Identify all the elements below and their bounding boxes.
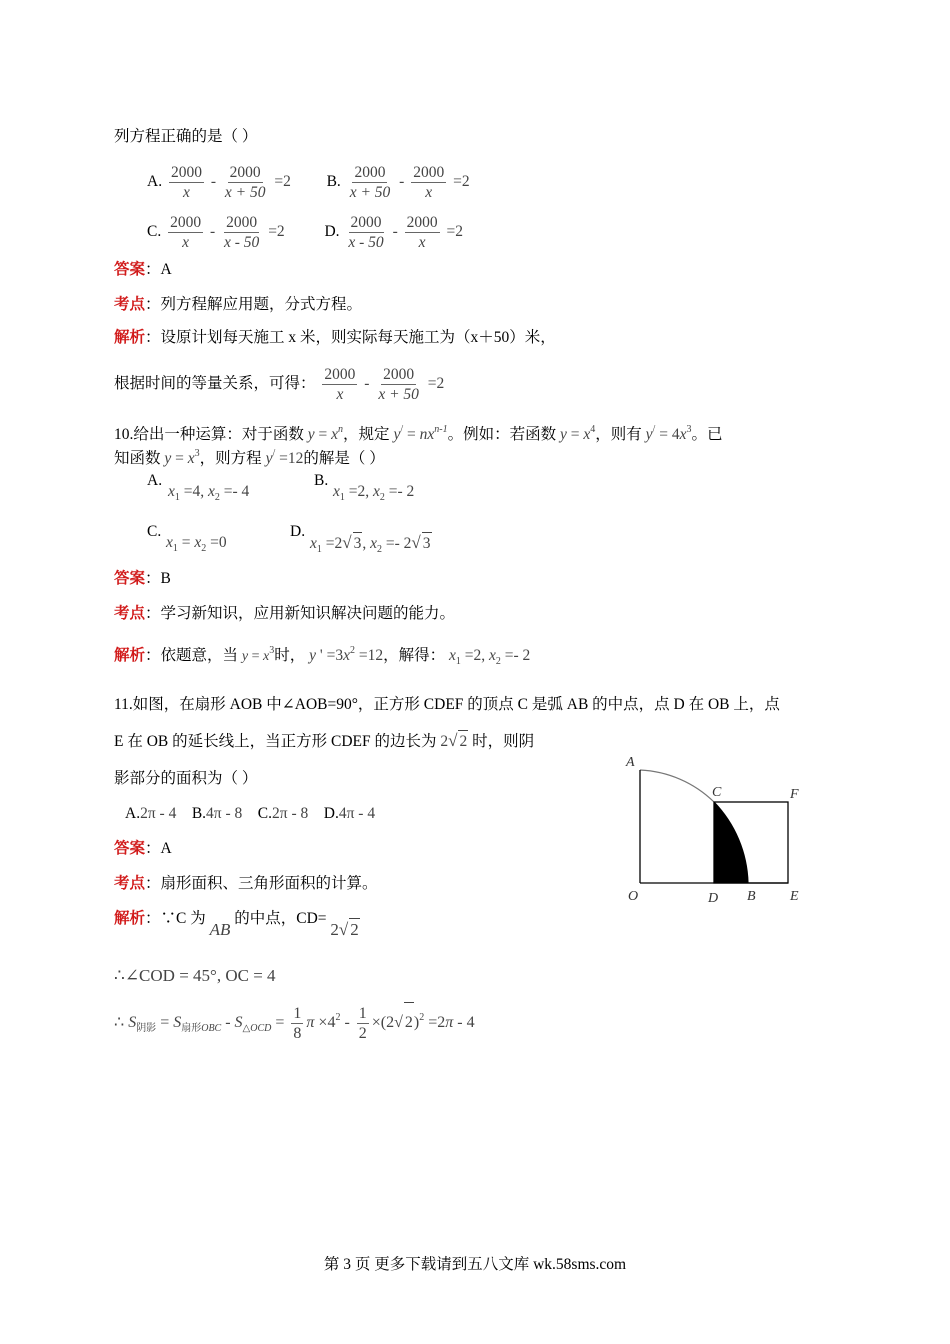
q11-keypoint: 考点：扇形面积、三角形面积的计算。 [114, 875, 378, 892]
q10-option-a-value: $x_1 =4$, $x_2 =- 4$ [168, 483, 250, 503]
q10-option-a: A. [147, 472, 163, 489]
page-footer: 第 3 页 更多下载请到五八文库 wk.58sms.com [323, 1256, 627, 1273]
q11-answer: 答案：A [114, 840, 172, 857]
q10-option-b: B. [314, 472, 329, 489]
q10-option-b-value: $x_1 =2$, $x_2 =- 2$ [333, 483, 415, 503]
label-f: F [790, 787, 799, 802]
q9-intro: 列方程正确的是（ ） [114, 128, 258, 145]
q11-options: A.2π - 4 B.4π - 8 C.2π - 8 D.4π - 4 [125, 805, 376, 822]
label-b: B [747, 889, 756, 904]
q10-line1: 10.给出一种运算：对于函数 $y = x^n$，规定 $y^/ = nx^{n-1}$。例如：若函数 $y = x^4$，则有 $y^/ = 4x^3$。已 [114, 424, 723, 443]
option-a-label: A. [147, 173, 163, 190]
q11-analysis: 解析：∵C 为 AB 的中点，CD= 2√ 2 [114, 910, 359, 939]
q9-options-cd: C. $\frac{2000}{x}$ - $\frac{2000}{x - 50}$ =2 D. $\frac{2000}{x - 50}$ - $\frac{2000}{x}$ =2 [147, 213, 463, 251]
q10-option-d-value: $x_1 =2√$ 3, $x_2 =- 2√$ 3 [310, 533, 431, 555]
q10-answer: 答案：B [114, 570, 171, 587]
q9-analysis: 解析：设原计划每天施工 x 米，则实际每天施工为（x＋50）米， [114, 329, 556, 346]
shaded-region [714, 802, 748, 883]
label-o: O [628, 889, 639, 904]
q9-relation: 根据时间的等量关系，可得： $\frac{2000}{x}$ - $\frac{2000}{x + 50}$ =2 [114, 365, 445, 403]
q11-line3: 影部分的面积为（ ） [114, 770, 258, 787]
q9-options-ab: A. $\frac{2000}{x}$ - $\frac{2000}{x + 50}$ =2 B. $\frac{2000}{x + 50}$ - $\frac{2000}{x}$ =2 [147, 163, 470, 201]
label-a: A [626, 755, 635, 770]
q11-line2: E 在 OB 的延长线上，当正方形 CDEF 的边长为 2√ 2 时，则阴 [114, 730, 534, 753]
q11-step2: ∴ $S_{阴影} = S_{扇形OBC} - S_{\triangle OCD}$ = $\frac{1}{8}$ $\pi \times 4^2$ - $\frac{1}{2}$ ×(2√ 2)$^2$ =2π - 4 [114, 998, 475, 1038]
q11-line1: 11.如图，在扇形 AOB 中∠AOB=90°，正方形 CDEF 的顶点 C 是弧 AB 的中点，点 D 在 OB 上，点 [114, 696, 780, 713]
label-e: E [790, 889, 799, 904]
q10-option-c: C. [147, 523, 162, 540]
option-b-label: B. [326, 173, 341, 190]
label-d: D [708, 891, 719, 906]
q9-answer: 答案：A [114, 261, 172, 278]
option-c-label: C. [147, 223, 162, 240]
arc-ab [640, 770, 714, 802]
q9-keypoint: 考点：列方程解应用题，分式方程。 [114, 296, 363, 313]
sector-square-figure [620, 748, 810, 908]
q10-keypoint: 考点：学习新知识，应用新知识解决问题的能力。 [114, 605, 456, 622]
q11-step1: ∴∠COD = 45°, OC = 4 [114, 966, 276, 985]
option-d-label: D. [324, 223, 340, 240]
q10-analysis: 解析：依题意，当 $y = x^3$时， y ' $=3x^2 =12$，解得： $x_1 =2$, $x_2 =- 2$ [114, 645, 531, 667]
label-c: C [712, 785, 722, 800]
q10-option-d: D. [290, 523, 306, 540]
q10-line2: 知函数 $y = x^3$，则方程 y/ =12的解是（ ） [114, 448, 385, 467]
q10-option-c-value: $x_1 = x_2 =0$ [166, 534, 227, 554]
